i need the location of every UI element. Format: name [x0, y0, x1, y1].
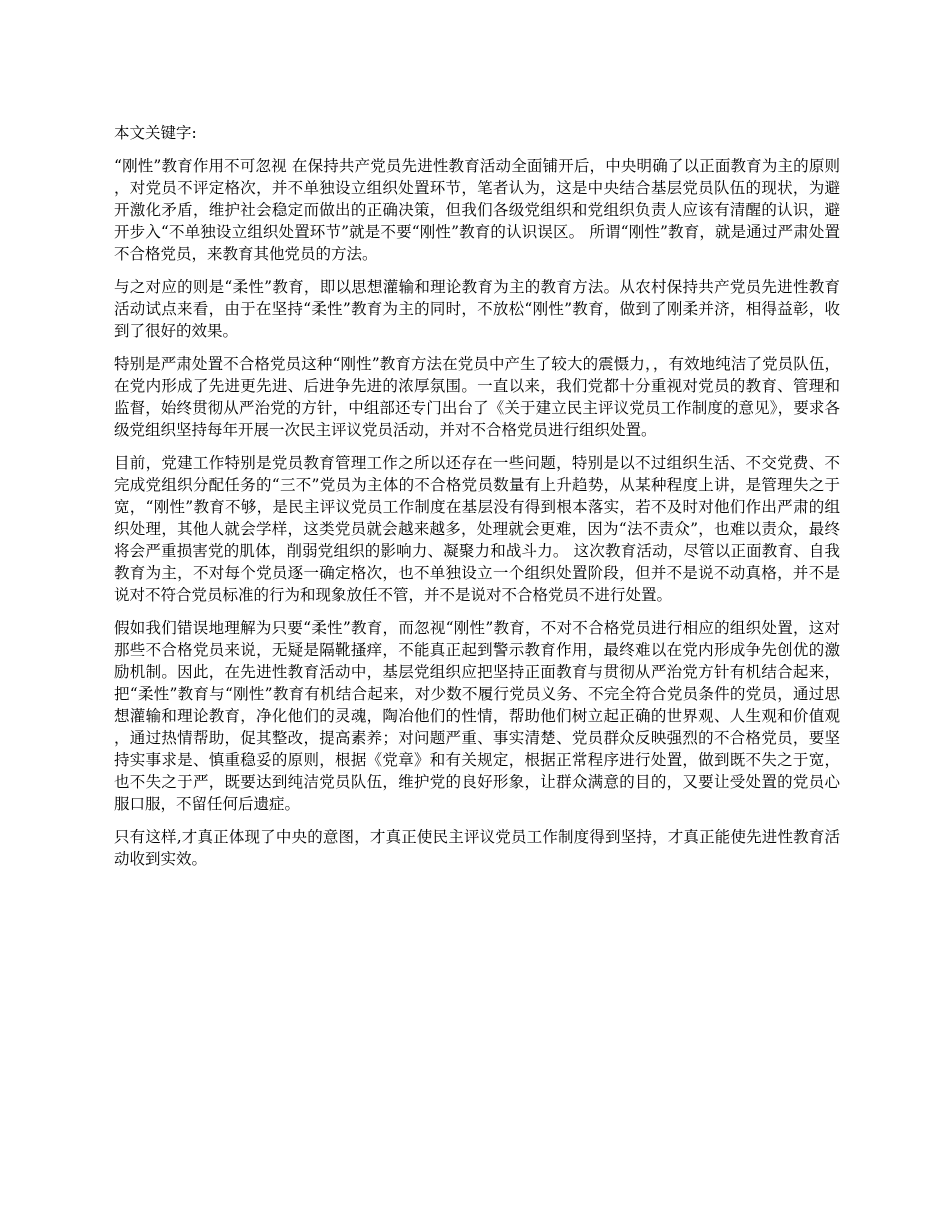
document-body — [114, 122, 840, 881]
keywords-label: 本文关键字: — [114, 124, 197, 142]
paragraph-6: 只有这样,才真正体现了中央的意图，才真正使民主评议党员工作制度得到坚持，才真正能使先进性教育活动收到实效。 — [114, 828, 840, 868]
paragraph-1: “刚性”教育作用不可忽视 在保持共产党员先进性教育活动全面铺开后，中央明确了以正面教育为主的原则，对党员不评定格次，并不单独设立组织处置环节，笔者认为，这是中央结合基层党员队伍的现状，为避开激化矛盾，维护社会稳定而做出的正确决策，但我们各级党组织和党组织负责人应该有清醒的认识，避开步入“不单独设立组织处置环节”就是不要“刚性”教育的认识误区。 所谓“刚性”教育，就是通过严肃处置不合格党员，来教育其他党员的方法。 — [114, 157, 840, 263]
paragraph-3: 特别是严肃处置不合格党员这种“刚性”教育方法在党员中产生了较大的震慑力，，有效地纯洁了党员队伍，在党内形成了先进更先进、后进争先进的浓厚氛围。一直以来，我们党都十分重视对党员的教育、管理和监督，始终贯彻从严治党的方针，中组部还专门出台了《关于建立民主评议党员工作制度的意见》，要求各级党组织坚持每年开展一次民主评议党员活动，并对不合格党员进行组织处置。 — [114, 355, 840, 439]
paragraph-4: 目前，党建工作特别是党员教育管理工作之所以还存在一些问题，特别是以不过组织生活、不交党费、不完成党组织分配任务的“三不”党员为主体的不合格党员数量有上升趋势，从某种程度上讲，是管理失之于宽，“刚性”教育不够，是民主评议党员工作制度在基层没有得到根本落实，若不及时对他们作出严肃的组织处理，其他人就会学样，这类党员就会越来越多，处理就会更难，因为“法不责众”，也难以责众，最终将会严重损害党的肌体，削弱党组织的影响力、凝聚力和战斗力。 这次教育活动，尽管以正面教育、自我教育为主，不对每个党员逐一确定格次，也不单独设立一个组织处置阶段，但并不是说不动真格，并不是说对不符合党员标准的行为和现象放任不管，并不是说对不合格党员不进行处置。 — [114, 454, 840, 604]
paragraph-2: 与之对应的则是“柔性”教育，即以思想灌输和理论教育为主的教育方法。从农村保持共产党员先进性教育活动试点来看，由于在坚持“柔性”教育为主的同时，不放松“刚性”教育，做到了刚柔并济，相得益彰，收到了很好的效果。 — [114, 278, 840, 340]
paragraph-5: 假如我们错误地理解为只要“柔性”教育，而忽视“刚性”教育，不对不合格党员进行相应的组织处置，这对那些不合格党员来说，无疑是隔靴搔痒，不能真正起到警示教育作用，最终难以在党内形成争先创优的激励机制。因此，在先进性教育活动中，基层党组织应把坚持正面教育与贯彻从严治党方针有机结合起来，把“柔性”教育与“刚性”教育有机结合起来，对少数不履行党员义务、不完全符合党员条件的党员，通过思想灌输和理论教育，净化他们的灵魂，陶冶他们的性情，帮助他们树立起正确的世界观、人生观和价值观，通过热情帮助，促其整改，提高素养；对问题严重、事实清楚、党员群众反映强烈的不合格党员，要坚持实事求是、慎重稳妥的原则，根据《党章》和有关规定，根据正常程序进行处置，做到既不失之于宽，也不失之于严，既要达到纯洁党员队伍，维护党的良好形象，让群众满意的目的，又要让受处置的党员心服口服，不留任何后遗症。 — [114, 619, 840, 813]
